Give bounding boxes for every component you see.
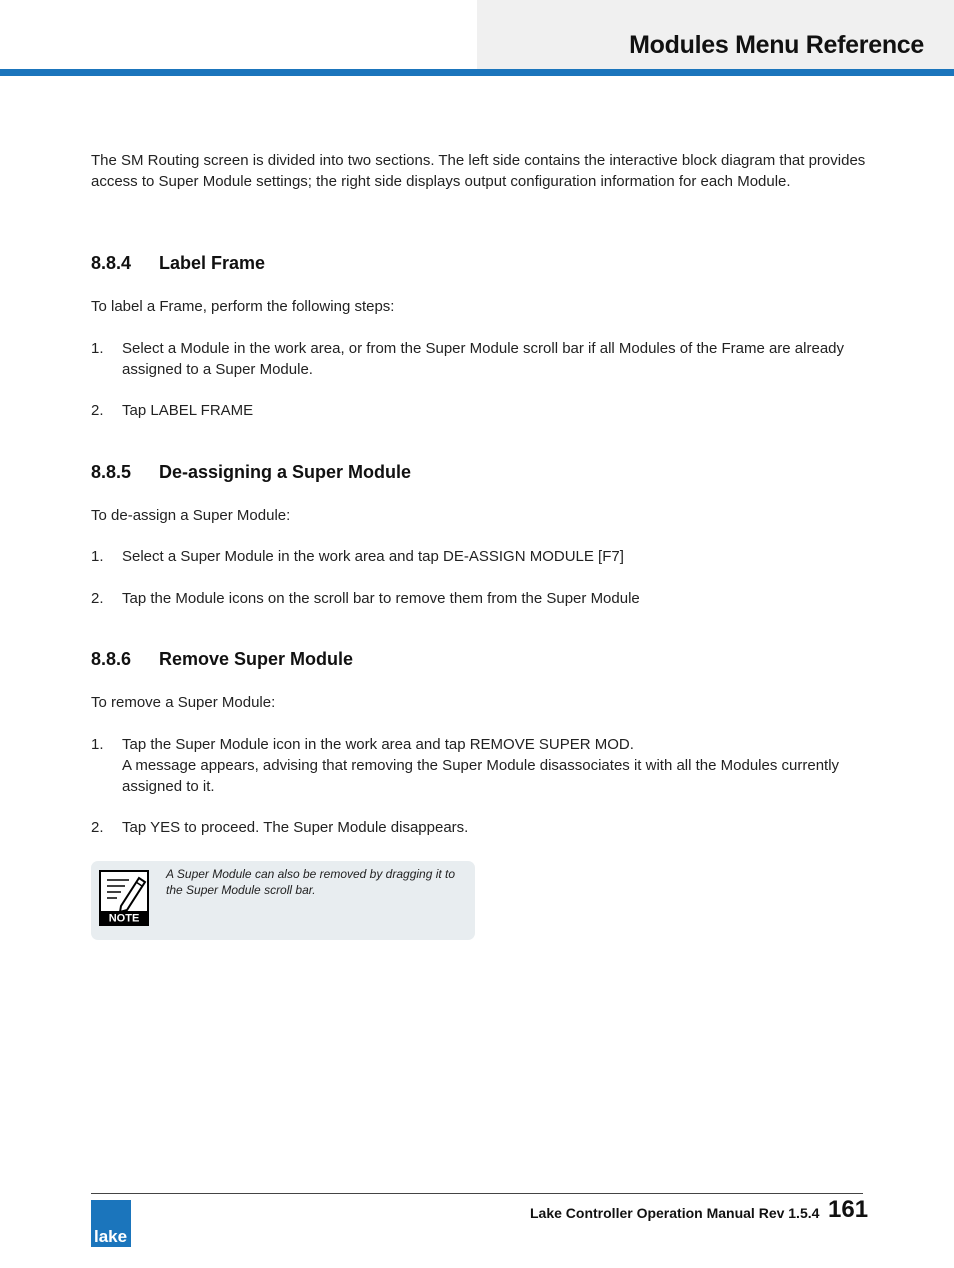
list-item xyxy=(91,817,871,838)
list-text: Tap the Module icons on the scroll bar to remove them from the Super Module xyxy=(122,590,640,607)
section-lead: To label a Frame, perform the following steps: xyxy=(91,298,395,315)
section-heading-label-frame xyxy=(91,253,265,274)
note-box xyxy=(91,861,475,940)
page-title: Modules Menu Reference xyxy=(629,31,924,59)
list-item xyxy=(91,734,871,797)
list-number: 1. xyxy=(91,736,104,753)
list-number: 2. xyxy=(91,590,104,607)
list-item xyxy=(91,588,871,609)
list-text: Tap YES to proceed. The Super Module disappears. xyxy=(122,819,469,836)
list-item xyxy=(91,546,871,567)
list-text: Select a Super Module in the work area and tap DE-ASSIGN MODULE [F7] xyxy=(122,548,624,565)
note-text: A Super Module can also be removed by dragging it to the Super Module scroll bar. xyxy=(166,867,456,897)
lake-logo xyxy=(91,1200,131,1247)
section-title: De-assigning a Super Module xyxy=(159,462,412,482)
section-heading-remove xyxy=(91,649,353,670)
logo-text: lake xyxy=(94,1227,128,1246)
list-number: 2. xyxy=(91,402,104,419)
list-text-continued: A message appears, advising that removing the Super Module disassociates it with all the Modules currently assigned to it. xyxy=(122,757,840,795)
section-lead: To de-assign a Super Module: xyxy=(91,507,291,524)
section-lead: To remove a Super Module: xyxy=(91,694,276,711)
section-title: Label Frame xyxy=(159,253,266,273)
section-heading-deassign xyxy=(91,462,411,483)
list-number: 2. xyxy=(91,819,104,836)
section-number: 8.8.4 xyxy=(91,253,132,273)
footer-manual-title: Lake Controller Operation Manual Rev 1.5.4 xyxy=(530,1205,820,1221)
list-text: Tap LABEL FRAME xyxy=(122,402,254,419)
footer-rule xyxy=(91,1193,863,1194)
list-text: Tap the Super Module icon in the work area and tap REMOVE SUPER MOD. xyxy=(122,736,634,753)
list-number: 1. xyxy=(91,340,104,357)
note-pencil-icon xyxy=(99,870,149,926)
section-title: Remove Super Module xyxy=(159,649,354,669)
intro-paragraph: The SM Routing screen is divided into two sections. The left side contains the interactive block diagram that provides access to Super Module settings; the right side displays output configuration information for each Module. xyxy=(91,152,866,190)
list-item xyxy=(91,400,871,421)
list-number: 1. xyxy=(91,548,104,565)
header-rule xyxy=(0,69,954,76)
page-number: 161 xyxy=(828,1196,869,1223)
list-text: Select a Module in the work area, or from the Super Module scroll bar if all Modules of the Frame are already assigned to a Super Module. xyxy=(122,340,845,378)
section-number: 8.8.5 xyxy=(91,462,132,482)
note-label: NOTE xyxy=(108,912,140,925)
section-number: 8.8.6 xyxy=(91,649,132,669)
list-item xyxy=(91,338,871,380)
